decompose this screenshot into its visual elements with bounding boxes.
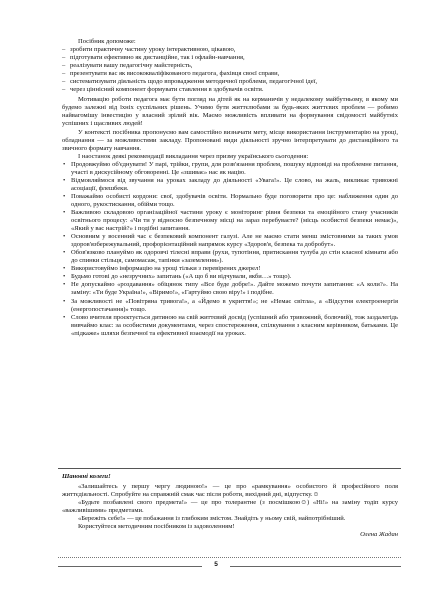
helps-item: – зробити практичну частину уроку інтерактивною, цікавою,	[62, 46, 398, 54]
tip-paragraph: «Бережіть себе!» — це побажання із глибоким змістом. Знайдіть у ньому свій, найпотрібніший.	[78, 515, 346, 523]
section-divider	[58, 468, 401, 469]
recommendation-item: • За можливості не «Повітряна тривога!», а «Йдемо в укриття!»; не «Немає світла», а «Відсутня електроенергія (енергопостачання)» тощо.	[62, 298, 398, 314]
recommendation-item: • Поважаймо особисті кордони: свої, здобувачів освіти. Нормально буде поговорити про це: наближення один до одного, рукостискання, обійми тощо.	[62, 193, 398, 209]
paragraph-context: У контексті посібника пропонуємо вам самостійно визначати мету, місце використання інструментарію на уроці, обладнання — за можливостями закладу. Пропоновані види діяльності зручно інтерпретувати до дистанційного та звичного формату навчання.	[62, 128, 398, 152]
paragraph-motivation: Мотивацію роботи педагога має бути погляд на дітей як на керманичів у недалекому майбутньому, в якому ми будемо залежні від їхніх суспільних рішень. Учимо бути життєлюбами за будь-яких життєвих проблем — робимо найвагомішу інвестицію у власний зрілий вік. Маємо можливість впливати на формування свідомості майбутніх успішних і щасливих людей!	[62, 96, 398, 128]
bottom-dotted-divider	[58, 557, 401, 558]
recommendation-item: • Відмовляймося від звучання на уроках закладу до діяльності «Увага!». Це слово, на жаль, викликає тривожні асоціації, флешбеки.	[62, 177, 398, 193]
footer-rule-left	[58, 566, 202, 567]
recommendation-item: • Слово вчителя проєктується дитиною на свій життєвий досвід (успішний або тривожний, болючий), тож заздалегідь вивчаймо клас: за особистими документами, через спостереження, спілкування з класним керівником, батьками. Це «підкаже» шляхи безпечної та ефективної взаємодії на уроках.	[62, 314, 398, 338]
recommendation-item: • Будьмо готові до «незручних» запитань («А що б ви відчували, якби…» тощо).	[62, 273, 398, 281]
recommendation-item: • Основним у восенний час є безпековий компонент галузі. Але не маємо стати менш змістовними за таких умов здоров'язбережувальний, профорієнтаційний напрямок курсу «Здоров'я, безпека та добробут».	[62, 233, 398, 249]
recommendation-item: • Обов'язково плануймо як одоровчі тілесні вправи (рухи, тупотіння, притискання тулуба до стін класної кімнати або до спинки стільця, самомасаж, тапінки «заземлення»).	[62, 249, 398, 265]
recommendation-item: • Продовжуймо об'єднувати! У парі, трійки, групи, для розв'язання проблем, пошуку відповіді на проблемне питання, участі в дискусійному обговоренні. Це «зшиває» нас як націю.	[62, 161, 398, 177]
recommendation-item: • Використовуймо інформацію на уроці тільки з перевірених джерел!	[62, 265, 398, 273]
recommendation-item: • Важливою складовою організаційної частини уроку є моніторинг рівня безпеки та емоційного стану учасників освітнього процесу: «Чи ти у відносно безпечному місці на зараз перебуваєте? (місць особистої безпеки немає)», «Який у вас настрій?» і подібні запитання.	[62, 209, 398, 233]
recommendation-item: • Не допускаймо «роздавання» обіцянок типу «Все буде добре!». Дайте можемо почути запитання: «А коли?». На заміну: «Ти буде Україна!», «Віримо!», «Гартуймо свою віру!» і подібне.	[62, 281, 398, 297]
greeting: Шановні колеги!	[62, 473, 111, 480]
author-signature: Олена Жадан	[360, 531, 398, 539]
closing-section	[62, 473, 398, 539]
closing-line: Користуйтеся методичним посібником із задоволенням!	[78, 523, 235, 531]
tip-paragraph: «Залишайтесь у першу чергу людиною!» — це про «рамкування» особистого й професійного поля життєдіяльності. Спробуйте на справжній смак час після роботи, вихідний дні, відпустку.☺	[62, 483, 398, 499]
helps-list	[62, 46, 398, 94]
recommendations-list	[62, 161, 398, 338]
tip-paragraph: «Будьте позбавлені свого предмета!» — це про толерантне (з посмішкою☺) «Ні!» на заміну тодіп курсу «важливішими» предметами.	[62, 499, 398, 515]
helps-item: – презентувати вас як висококваліфікованого педагога, фахівця своєї справи,	[62, 70, 398, 78]
footer-rule-right	[230, 566, 401, 567]
intro-line: Посібник допоможе:	[78, 38, 136, 45]
body-text	[62, 38, 398, 338]
helps-item: – систематизувати діяльність щодо впровадження методичної проблеми, педагогічної ідеї,	[62, 78, 398, 86]
helps-item: – реалізувати вашу педагогічну майстерність,	[62, 62, 398, 70]
helps-item: – через ціннісний компонент формувати ставлення в здобувачів освіти.	[62, 86, 398, 94]
helps-item: – підготувати ефективно як дистанційне, так і офлайн-навчання,	[62, 54, 398, 62]
paragraph-recommendations-intro: І наостанок деякі рекомендації викладання через призму українського сьогодення:	[78, 152, 309, 160]
page-number: 5	[214, 561, 218, 568]
